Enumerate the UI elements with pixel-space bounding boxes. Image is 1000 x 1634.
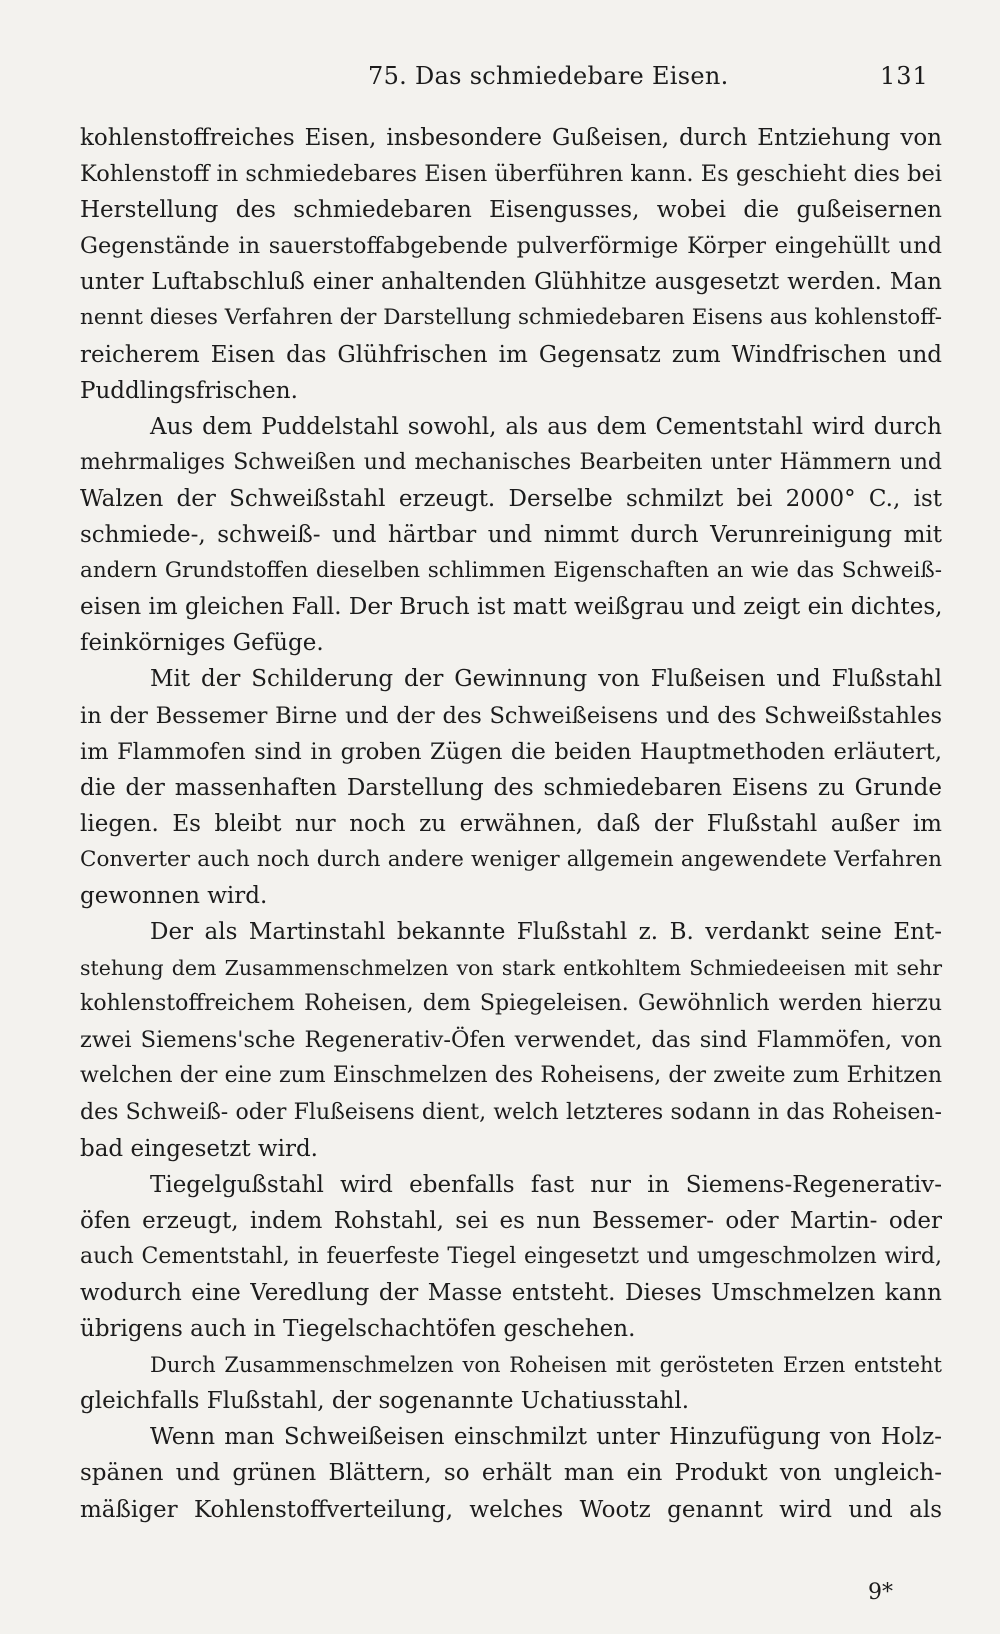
text-line: stehung dem Zusammenschmelzen von stark entkohltem Schmiedeeisen mit sehr xyxy=(80,956,942,981)
text-line: Tiegelgußstahl wird ebenfalls fast nur in Siemens-Regenerativ- xyxy=(150,1171,942,1198)
text-line: kohlenstoffreichem Roheisen, dem Spiegeleisen. Gewöhnlich werden hierzu xyxy=(80,991,942,1017)
text-line: andern Grundstoffen dieselben schlimmen Eigenschaften an wie das Schweiß- xyxy=(80,558,942,584)
text-line: unter Luftabschluß einer anhaltenden Glühhitze ausgesetzt werden. Man xyxy=(80,269,942,296)
paragraph xyxy=(80,914,942,1167)
paragraph xyxy=(80,409,942,662)
text-line: zwei Siemens'sche Regenerativ-Öfen verwendet, das sind Flammöfen, von xyxy=(80,1027,942,1054)
text-line: spänen und grünen Blättern, so erhält man ein Produkt von ungleich- xyxy=(80,1460,942,1487)
text-line: Wenn man Schweißeisen einschmilzt unter Hinzufügung von Holz- xyxy=(150,1424,942,1451)
text-line: Durch Zusammenschmelzen von Roheisen mit gerösteten Erzen entsteht xyxy=(150,1353,942,1378)
text-line: Gegenstände in sauerstoffabgebende pulverförmige Körper eingehüllt und xyxy=(80,233,942,260)
text-line: Aus dem Puddelstahl sowohl, als aus dem Cementstahl wird durch xyxy=(150,413,942,440)
text-line: Herstellung des schmiedebaren Eisengusses, wobei die gußeisernen xyxy=(80,197,942,224)
text-line: mehrmaliges Schweißen und mechanisches Bearbeiten unter Hämmern und xyxy=(80,449,942,475)
text-line: gleichfalls Flußstahl, der sogenannte Uchatiusstahl. xyxy=(80,1388,690,1415)
text-line: Puddlingsfrischen. xyxy=(80,377,298,404)
text-line: wodurch eine Veredlung der Masse entsteht. Dieses Umschmelzen kann xyxy=(80,1280,942,1306)
signature-mark: 9* xyxy=(868,1580,893,1605)
text-line: nennt dieses Verfahren der Darstellung schmiedebaren Eisens aus kohlenstoff- xyxy=(80,305,942,331)
text-line: eisen im gleichen Fall. Der Bruch ist matt weißgrau und zeigt ein dichtes, xyxy=(80,594,943,621)
text-line: reicherem Eisen das Glühfrischen im Gegensatz zum Windfrischen und xyxy=(80,341,942,368)
text-line: Kohlenstoff in schmiedebares Eisen überführen kann. Es geschieht dies bei xyxy=(80,161,942,188)
paragraph xyxy=(80,661,942,914)
text-line: öfen erzeugt, indem Rohstahl, sei es nun Bessemer- oder Martin- oder xyxy=(80,1207,942,1234)
text-line: im Flammofen sind in groben Zügen die beiden Hauptmethoden erläutert, xyxy=(80,738,942,765)
text-line: in der Bessemer Birne und der des Schweißeisens und des Schweißstahles xyxy=(80,702,942,729)
text-line: Der als Martinstahl bekannte Flußstahl z. B. verdankt seine Ent- xyxy=(150,919,942,946)
paragraph xyxy=(80,1167,942,1347)
text-line: Walzen der Schweißstahl erzeugt. Derselbe schmilzt bei 2000° C., ist xyxy=(80,485,942,512)
body-text xyxy=(80,120,942,1528)
text-line: des Schweiß- oder Flußeisens dient, welch letzteres sodann in das Roheisen- xyxy=(80,1099,942,1125)
page-number: 131 xyxy=(880,62,929,90)
running-title: 75. Das schmiedebare Eisen. xyxy=(368,62,729,90)
paragraph xyxy=(80,1419,942,1527)
text-line: mäßiger Kohlenstoffverteilung, welches Wootz genannt wird und als xyxy=(80,1496,942,1523)
text-line: kohlenstoffreiches Eisen, insbesondere Gußeisen, durch Entziehung von xyxy=(80,125,942,151)
text-line: bad eingesetzt wird. xyxy=(80,1135,318,1162)
paragraph xyxy=(80,1347,942,1419)
text-line: Converter auch noch durch andere weniger allgemein angewendete Verfahren xyxy=(80,846,942,872)
text-line: Mit der Schilderung der Gewinnung von Flußeisen und Flußstahl xyxy=(150,666,942,693)
text-line: die der massenhaften Darstellung des schmiedebaren Eisens zu Grunde xyxy=(80,774,942,801)
text-line: liegen. Es bleibt nur noch zu erwähnen, daß der Flußstahl außer im xyxy=(80,810,942,837)
paragraph xyxy=(80,120,942,409)
text-line: auch Cementstahl, in feuerfeste Tiegel eingesetzt und umgeschmolzen wird, xyxy=(80,1243,942,1269)
page-header xyxy=(0,62,1000,102)
text-line: welchen der eine zum Einschmelzen des Roheisens, der zweite zum Erhitzen xyxy=(80,1063,942,1089)
text-line: schmiede-, schweiß- und härtbar und nimmt durch Verunreinigung mit xyxy=(80,522,942,549)
text-line: feinkörniges Gefüge. xyxy=(80,630,324,657)
text-line: gewonnen wird. xyxy=(80,882,268,909)
text-line: übrigens auch in Tiegelschachtöfen geschehen. xyxy=(80,1316,636,1343)
